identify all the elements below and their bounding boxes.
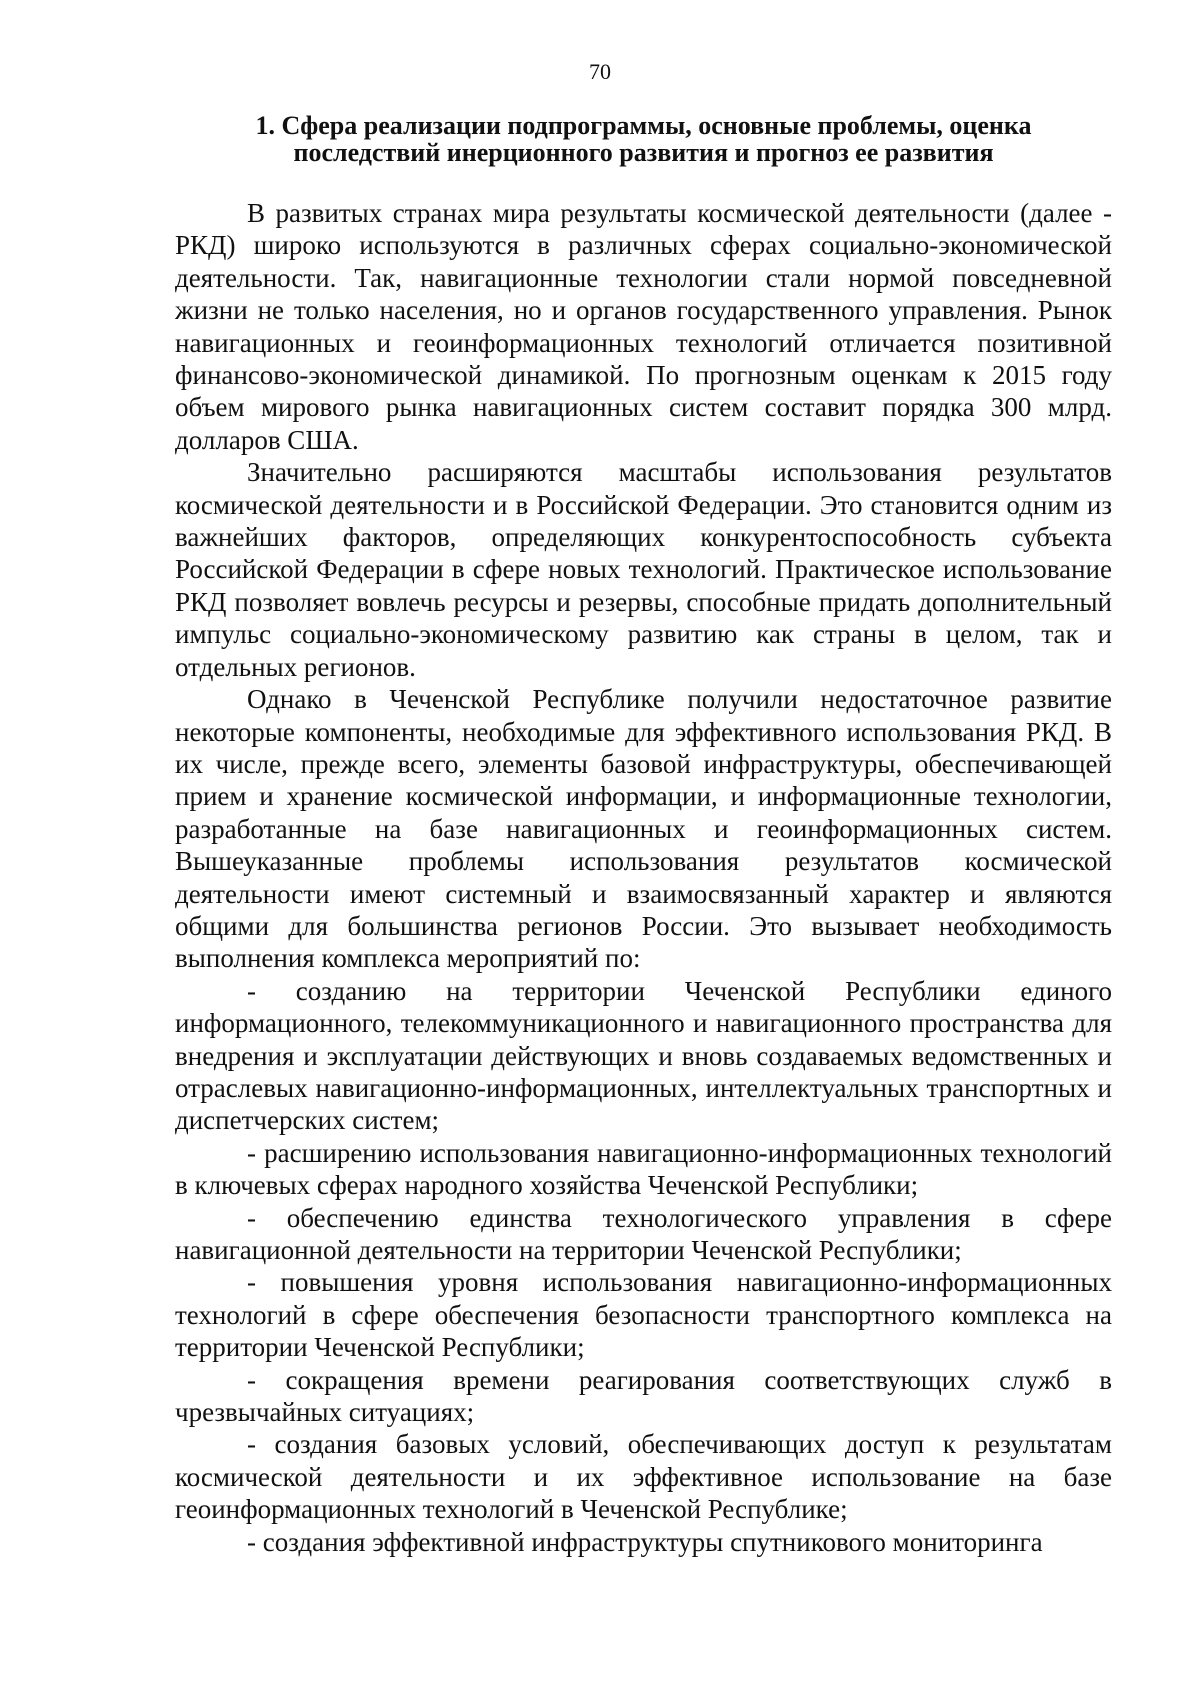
paragraph-chechnya: Однако в Чеченской Республике получили недостаточное развитие некоторые компоненты, необходимые для эффективного использования РКД. В их числе, прежде всего, элементы базовой инфраструктуры, обеспечивающей прием и хранение космической информации, и информационные технологии, разработанные на базе навигационных и геоинформационных систем. Вышеуказанные проблемы использования результатов космической деятельности имеют системный и взаимосвязанный характер и являются общими для большинства регионов России. Это вызывает необходимость выполнения комплекса мероприятий по:: [175, 684, 1112, 974]
section-heading-line-1: 1. Сфера реализации подпрограммы, основные проблемы, оценка: [255, 111, 1032, 140]
section-heading-line-2: последствий инерционного развития и прогноз ее развития: [293, 138, 994, 167]
list-item-unity-control: - обеспечению единства технологического управления в сфере навигационной деятельности на территории Чеченской Республики;: [175, 1202, 1112, 1265]
body-text: [175, 197, 1112, 1558]
section-heading: [175, 112, 1112, 166]
list-item-monitoring-infrastructure: - создания эффективной инфраструктуры спутникового мониторинга: [247, 1526, 1043, 1557]
paragraph-intro: В развитых странах мира результаты космической деятельности (далее - РКД) широко используются в различных сферах социально-экономической деятельности. Так, навигационные технологии стали нормой повседневной жизни не только населения, но и органов государственного управления. Рынок навигационных и геоинформационных технологий отличается позитивной финансово-экономической динамикой. По прогнозным оценкам к 2015 году объем мирового рынка навигационных систем составит порядка 300 млрд. долларов США.: [175, 198, 1112, 455]
list-item-unified-space: - созданию на территории Чеченской Республики единого информационного, телекоммуникационного и навигационного пространства для внедрения и эксплуатации действующих и вновь создаваемых ведомственных и отраслевых навигационно-информационных, интеллектуальных транспортных и диспетчерских систем;: [175, 975, 1112, 1136]
list-item-base-conditions: - создания базовых условий, обеспечивающих доступ к результатам космической деятельности и их эффективное использование на базе геоинформационных технологий в Чеченской Республике;: [175, 1429, 1112, 1525]
page-number: 70: [589, 59, 611, 84]
list-item-transport-safety: - повышения уровня использования навигационно-информационных технологий в сфере обеспечения безопасности транспортного комплекса на территории Чеченской Республики;: [175, 1267, 1112, 1363]
list-item-expansion: - расширению использования навигационно-информационных технологий в ключевых сферах народного хозяйства Чеченской Республики;: [175, 1137, 1112, 1201]
list-item-response-time: - сокращения времени реагирования соответствующих служб в чрезвычайных ситуациях;: [175, 1364, 1112, 1428]
paragraph-russia: Значительно расширяются масштабы использования результатов космической деятельности и в Российской Федерации. Это становится одним из важнейших факторов, определяющих конкурентоспособность субъекта Российской Федерации в сфере новых технологий. Практическое использование РКД позволяет вовлечь ресурсы и резервы, способные придать дополнительный импульс социально-экономическому развитию как страны в целом, так и отдельных регионов.: [175, 457, 1112, 682]
